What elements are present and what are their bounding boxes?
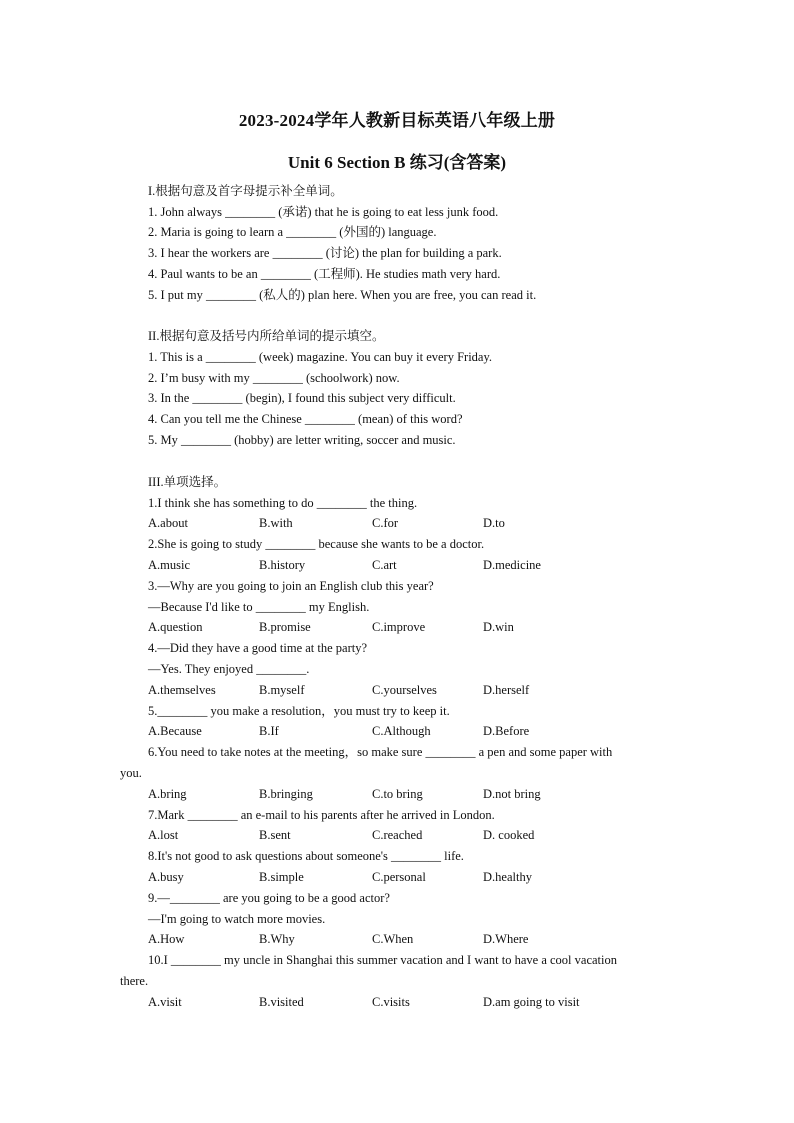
option-d: D.Before: [483, 724, 530, 738]
option-d: D.medicine: [483, 558, 541, 572]
question-stem: 10.I ________ my uncle in Shanghai this summer vacation and I want to have a cool vacation: [148, 953, 617, 967]
option-c: C.art: [372, 558, 397, 572]
option-b: B.promise: [259, 620, 311, 634]
option-a: A.question: [148, 620, 203, 634]
option-d: D. cooked: [483, 828, 535, 842]
option-c: C.reached: [372, 828, 423, 842]
section-2-item: 1. This is a ________ (week) magazine. You can buy it every Friday.: [148, 350, 493, 364]
option-c: C.personal: [372, 870, 426, 884]
option-d: D.to: [483, 516, 505, 530]
option-b: B.Why: [259, 932, 295, 946]
question-stem: 2.She is going to study ________ because she wants to be a doctor.: [148, 537, 485, 551]
question-stem: 7.Mark ________ an e-mail to his parents after he arrived in London.: [148, 808, 495, 822]
section-3-heading: III.单项选择。: [148, 475, 227, 489]
option-d: D.win: [483, 620, 514, 634]
document-subtitle: Unit 6 Section B 练习(含答案): [287, 153, 507, 172]
option-a: A.music: [148, 558, 191, 572]
option-c: C.Although: [372, 724, 431, 738]
option-a: A.busy: [148, 870, 184, 884]
option-a: A.themselves: [148, 683, 216, 697]
document-title: 2023-2024学年人教新目标英语八年级上册: [238, 111, 556, 130]
section-1-heading: I.根据句意及首字母提示补全单词。: [148, 184, 343, 198]
option-a: A.about: [148, 516, 188, 530]
question-stem-reply: —Yes. They enjoyed ________.: [148, 662, 310, 676]
question-stem: 1.I think she has something to do ________ the thing.: [148, 496, 418, 510]
section-2-item: 5. My ________ (hobby) are letter writing, soccer and music.: [148, 433, 456, 447]
question-stem: 3.—Why are you going to join an English club this year?: [148, 579, 434, 593]
option-a: A.visit: [148, 995, 182, 1009]
option-d: D.Where: [483, 932, 529, 946]
section-2-heading: II.根据句意及括号内所给单词的提示填空。: [148, 329, 385, 343]
option-b: B.simple: [259, 870, 304, 884]
option-b: B.visited: [259, 995, 304, 1009]
option-d: D.not bring: [483, 787, 541, 801]
option-c: C.yourselves: [372, 683, 437, 697]
option-c: C.improve: [372, 620, 426, 634]
option-b: B.history: [259, 558, 306, 572]
option-a: A.bring: [148, 787, 187, 801]
option-d: D.am going to visit: [483, 995, 580, 1009]
question-stem: 8.It's not good to ask questions about someone's ________ life.: [148, 849, 464, 863]
question-stem-reply: —I'm going to watch more movies.: [148, 912, 326, 926]
question-stem-reply: —Because I'd like to ________ my English.: [148, 600, 370, 614]
section-2-item: 3. In the ________ (begin), I found this subject very difficult.: [148, 391, 456, 405]
section-1-item: 1. John always ________ (承诺) that he is going to eat less junk food.: [148, 205, 499, 219]
option-b: B.If: [259, 724, 279, 738]
option-a: A.lost: [148, 828, 179, 842]
option-b: B.bringing: [259, 787, 313, 801]
option-c: C.When: [372, 932, 414, 946]
option-c: C.for: [372, 516, 399, 530]
option-a: A.How: [148, 932, 185, 946]
option-c: C.to bring: [372, 787, 423, 801]
question-stem-continuation: there.: [120, 974, 149, 988]
section-2-item: 2. I’m busy with my ________ (schoolwork) now.: [148, 371, 400, 385]
section-1-item: 3. I hear the workers are ________ (讨论) the plan for building a park.: [148, 246, 502, 260]
question-stem: 6.You need to take notes at the meeting，so make sure ________ a pen and some paper with: [148, 745, 613, 759]
section-1-item: 5. I put my ________ (私人的) plan here. When you are free, you can read it.: [148, 288, 537, 302]
option-d: D.healthy: [483, 870, 532, 884]
section-2-item: 4. Can you tell me the Chinese ________ (mean) of this word?: [148, 412, 463, 426]
section-1-item: 4. Paul wants to be an ________ (工程师). He studies math very hard.: [148, 267, 501, 281]
question-stem: 9.—________ are you going to be a good actor?: [148, 891, 390, 905]
question-stem: 4.—Did they have a good time at the party?: [148, 641, 368, 655]
option-b: B.with: [259, 516, 293, 530]
option-b: B.sent: [259, 828, 291, 842]
option-d: D.herself: [483, 683, 530, 697]
option-b: B.myself: [259, 683, 305, 697]
option-c: C.visits: [372, 995, 410, 1009]
section-1-item: 2. Maria is going to learn a ________ (外国的) language.: [148, 225, 437, 239]
question-stem-continuation: you.: [120, 766, 142, 780]
question-stem: 5.________ you make a resolution，you must try to keep it.: [148, 704, 450, 718]
option-a: A.Because: [148, 724, 202, 738]
